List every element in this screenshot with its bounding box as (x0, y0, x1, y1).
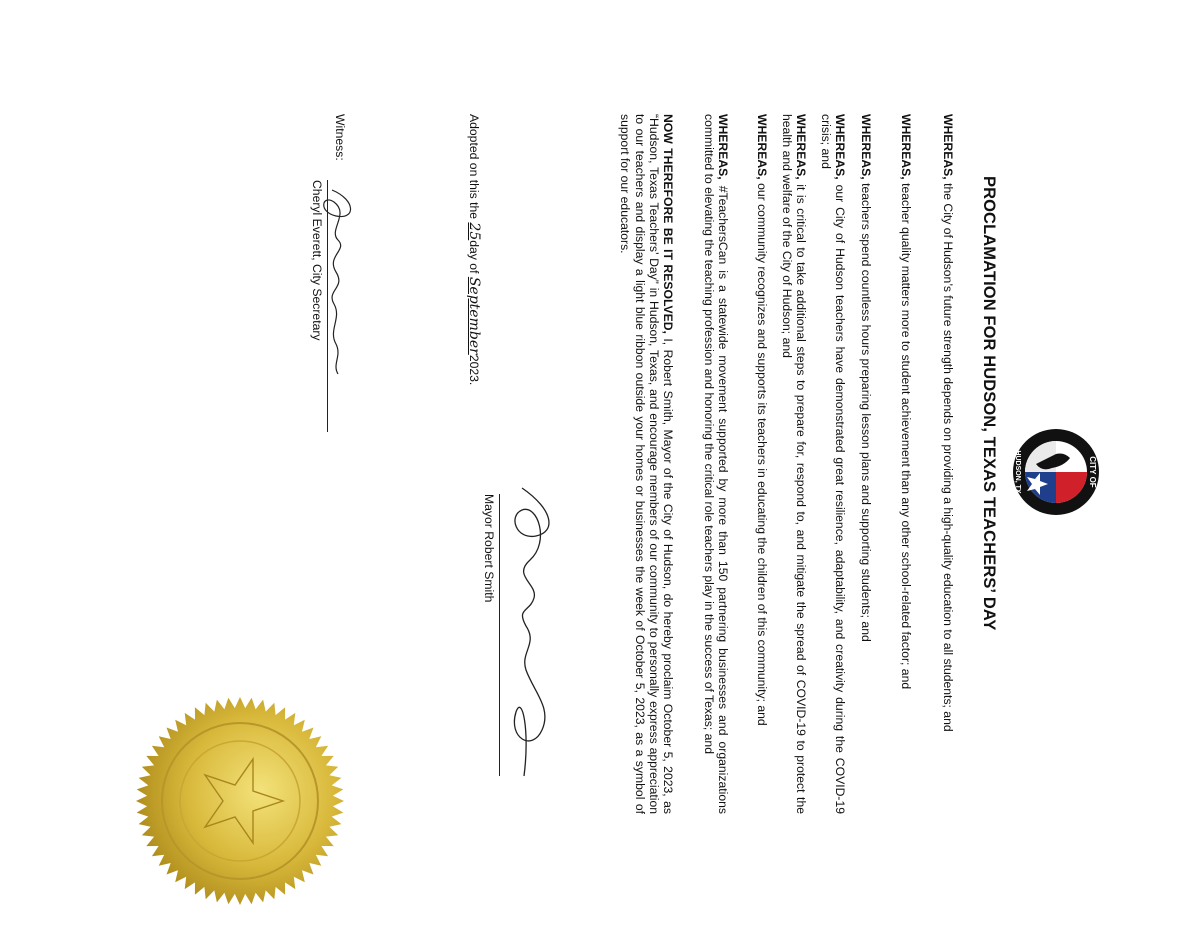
paragraph-text: our community recognizes and supports its teachers in educating the children of this community; and (755, 179, 769, 726)
adopted-month: September (466, 276, 482, 355)
adopted-year: 2023. (467, 354, 481, 386)
whereas-paragraph-6 (755, 114, 769, 814)
whereas-paragraph-3 (859, 114, 873, 814)
adopted-middle: day of (467, 240, 481, 277)
paragraph-lead: WHEREAS, (941, 114, 955, 180)
paragraph-text: teacher quality matters more to student achievement than any other school-related factor; and (899, 179, 913, 690)
paragraph-text: it is critical to take additional steps to prepare for, respond to, and mitigate the spread of COVID-19 to protect the health and welfare of the City of Hudson; and (779, 114, 808, 814)
mayor-signature (500, 480, 560, 790)
paragraph-lead: WHEREAS, (794, 114, 808, 180)
paragraph-text: teachers spend countless hours preparing lesson plans and supporting students; and (859, 179, 873, 642)
logo-text-top: CITY OF (1088, 456, 1097, 488)
page-title: PROCLAMATION FOR HUDSON, TEXAS TEACHERS’ DAY (980, 176, 998, 631)
witness-signature-text: Cheryl Everett (313, 370, 314, 377)
paragraph-lead: WHEREAS, (833, 114, 847, 180)
witness-signature-line (327, 180, 328, 432)
mayor-signature-line (499, 494, 500, 776)
paragraph-text: our City of Hudson teachers have demonstrated great resilience, adaptability, and creativity during the COVID-19 crisis; and (818, 114, 847, 814)
paragraph-text: the City of Hudson’s future strength depends on providing a high-quality education to all students; and (941, 179, 955, 732)
paragraph-lead: WHEREAS, (899, 114, 913, 180)
witness-label: Witness: (333, 114, 347, 161)
mayor-signature-text: Robert Smith (503, 780, 504, 786)
paragraph-lead: WHEREAS, (859, 114, 873, 180)
paragraph-lead: WHEREAS, (716, 114, 730, 180)
logo-text-bottom: HUDSON, TX (1014, 450, 1021, 494)
secretary-caption: Cheryl Everett, City Secretary (310, 180, 324, 341)
whereas-paragraph-5 (780, 114, 808, 814)
paragraph-lead: WHEREAS, (755, 114, 769, 180)
adopted-prefix: Adopted on this the (467, 114, 481, 223)
paragraph-lead: NOW THEREFORE BE IT RESOLVED, (661, 114, 675, 334)
whereas-paragraph-4 (819, 114, 847, 814)
mayor-caption: Mayor Robert Smith (482, 494, 496, 603)
adopted-day: 25 (466, 222, 482, 241)
whereas-paragraph-7 (702, 114, 730, 814)
whereas-paragraph-1 (941, 114, 955, 814)
whereas-paragraph-2 (899, 114, 913, 814)
paragraph-text: I, Robert Smith, Mayor of the City of Hudson, do hereby proclaim October 5, 2023, as “Hudson, Texas Teachers’ Day” in Hudson, Texas, and encourage members of our community to personally express appreciation to our teachers and display a light blue ribbon outside your homes or businesses the week of October 5, 2023, as a symbol of support for our educators. (618, 114, 675, 814)
resolution-paragraph (618, 114, 675, 814)
gold-embossed-seal (135, 696, 345, 906)
paragraph-text: #TeachersCan is a statewide movement supported by more than 150 partnering businesses and organizations committed to elevating the teaching profession and honoring the critical role teachers play in the success of Texas; and (701, 114, 730, 814)
adopted-line (466, 114, 482, 385)
city-of-hudson-logo (1012, 428, 1100, 516)
